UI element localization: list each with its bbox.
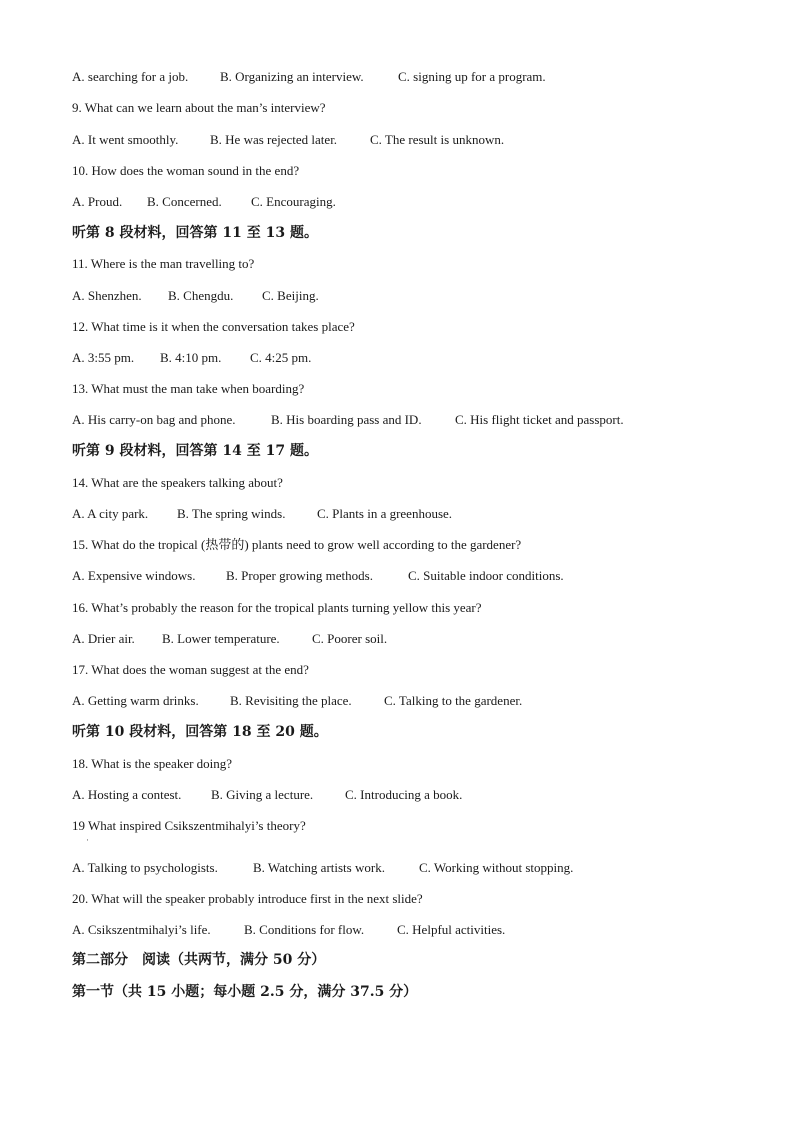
q13-option-c: C. His flight ticket and passport. [455, 412, 624, 427]
part-2-heading: 第二部分 阅读（共两节，满分 50 分） [72, 952, 326, 968]
q17-options [72, 693, 522, 709]
section-8-heading: 听第 8 段材料，回答第 11 至 13 题。 [72, 225, 318, 241]
section-10-heading: 听第 10 段材料，回答第 18 至 20 题。 [72, 724, 328, 740]
q9-options [72, 132, 504, 148]
q11-question: 11. Where is the man travelling to? [72, 256, 255, 271]
q14-question: 14. What are the speakers talking about? [72, 475, 283, 490]
q20-question: 20. What will the speaker probably introduce first in the next slide? [72, 891, 423, 906]
q18-option-a: A. Hosting a contest. [72, 787, 182, 802]
q12-option-a: A. 3:55 pm. [72, 350, 135, 365]
q19-options [72, 860, 573, 876]
q12-option-c: C. 4:25 pm. [250, 350, 312, 365]
q17-option-b: B. Revisiting the place. [230, 693, 352, 708]
q15-option-a: A. Expensive windows. [72, 568, 196, 583]
q10-option-c: C. Encouraging. [251, 194, 336, 209]
q15-options [72, 568, 564, 584]
q8-option-c: C. signing up for a program. [398, 69, 546, 84]
q11-option-c: C. Beijing. [262, 288, 319, 303]
q18-question: 18. What is the speaker doing? [72, 756, 233, 771]
q13-option-b: B. His boarding pass and ID. [271, 412, 422, 427]
q10-options [72, 194, 336, 210]
q17-option-c: C. Talking to the gardener. [384, 693, 523, 708]
q13-options [72, 412, 624, 428]
q18-option-c: C. Introducing a book. [345, 787, 463, 802]
q14-option-b: B. The spring winds. [177, 506, 286, 521]
q12-options [72, 350, 311, 366]
q19-option-a: A. Talking to psychologists. [72, 860, 218, 875]
q11-options [72, 288, 319, 304]
q15-option-c: C. Suitable indoor conditions. [408, 568, 564, 583]
q18-option-b: B. Giving a lecture. [211, 787, 314, 802]
q9-option-a: A. It went smoothly. [72, 132, 179, 147]
q10-question: 10. How does the woman sound in the end? [72, 163, 300, 178]
section-9-heading: 听第 9 段材料，回答第 14 至 17 题。 [72, 443, 318, 459]
q14-options [72, 506, 452, 522]
q9-option-b: B. He was rejected later. [210, 132, 338, 147]
q14-option-c: C. Plants in a greenhouse. [317, 506, 453, 521]
q11-option-a: A. Shenzhen. [72, 288, 142, 303]
q19-option-c: C. Working without stopping. [419, 860, 574, 875]
q19-option-b: B. Watching artists work. [253, 860, 385, 875]
q9-option-c: C. The result is unknown. [370, 132, 505, 147]
q14-option-a: A. A city park. [72, 506, 149, 521]
q20-option-c: C. Helpful activities. [397, 922, 506, 937]
stray-dot: · [86, 835, 89, 845]
q16-option-c: C. Poorer soil. [312, 631, 388, 646]
q16-option-b: B. Lower temperature. [162, 631, 280, 646]
section-1-heading: 第一节（共 15 小题；每小题 2.5 分，满分 37.5 分） [72, 984, 418, 1000]
q16-option-a: A. Drier air. [72, 631, 135, 646]
q10-option-a: A. Proud. [72, 194, 123, 209]
q19-question: 19 What inspired Csikszentmihalyi’s theory? [72, 818, 306, 833]
q12-question: 12. What time is it when the conversation takes place? [72, 319, 355, 334]
q17-question: 17. What does the woman suggest at the end? [72, 662, 309, 677]
q15-question: 15. What do the tropical (热带的) plants need to grow well according to the gardener? [72, 537, 522, 552]
q20-options [72, 922, 505, 938]
q15-option-b: B. Proper growing methods. [226, 568, 373, 583]
q20-option-b: B. Conditions for flow. [244, 922, 365, 937]
q20-option-a: A. Csikszentmihalyi’s life. [72, 922, 211, 937]
q16-options [72, 631, 387, 647]
q12-option-b: B. 4:10 pm. [160, 350, 222, 365]
q8-option-b: B. Organizing an interview. [220, 69, 364, 84]
q10-option-b: B. Concerned. [147, 194, 222, 209]
q8-option-a: A. searching for a job. [72, 69, 189, 84]
q18-options [72, 787, 462, 803]
q16-question: 16. What’s probably the reason for the tropical plants turning yellow this year? [72, 600, 482, 615]
q17-option-a: A. Getting warm drinks. [72, 693, 199, 708]
q11-option-b: B. Chengdu. [168, 288, 234, 303]
q13-option-a: A. His carry-on bag and phone. [72, 412, 236, 427]
q13-question: 13. What must the man take when boarding? [72, 381, 305, 396]
q8-options [72, 69, 546, 85]
q9-question: 9. What can we learn about the man’s interview? [72, 100, 326, 115]
